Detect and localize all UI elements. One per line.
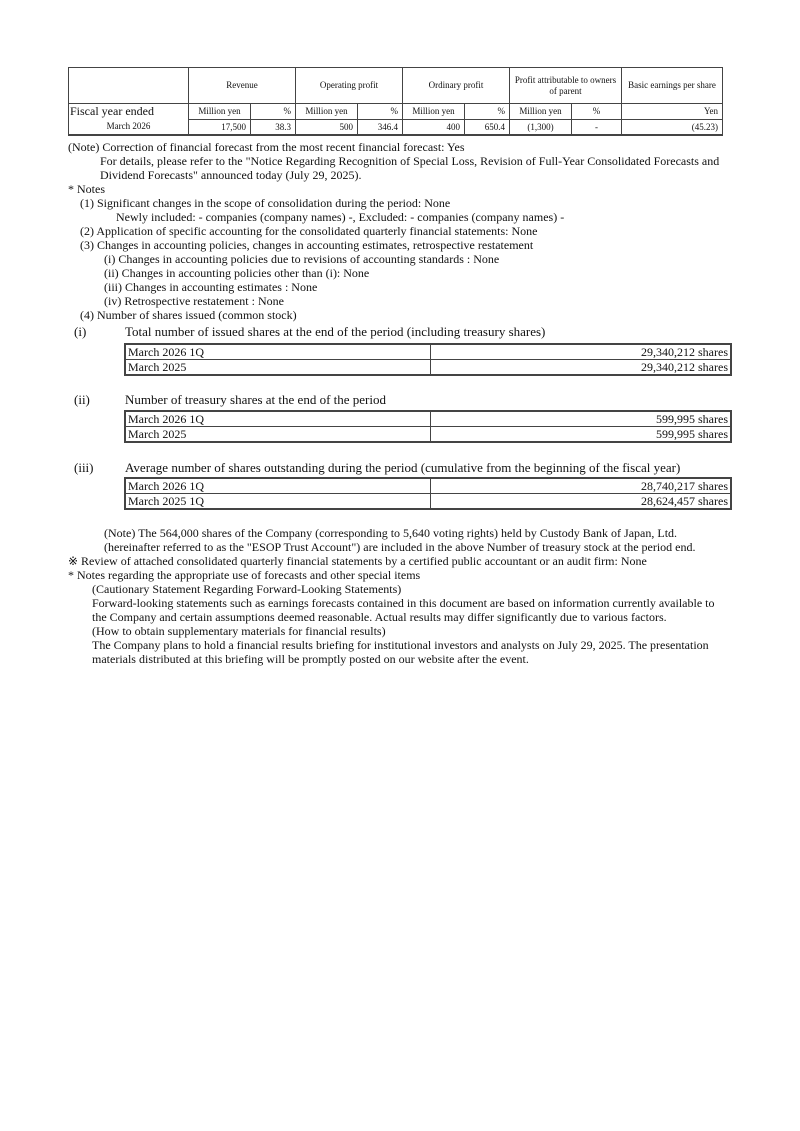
unit-cell: Million yen — [510, 104, 572, 120]
shares-section-i-title: Total number of issued shares at the end of the period (including treasury shares) — [125, 324, 546, 339]
forecast-notes-heading: * Notes regarding the appropriate use of forecasts and other special items — [68, 568, 421, 582]
average-shares-table — [124, 477, 732, 510]
value-cell: 346.4 — [358, 120, 403, 136]
note-3: (3) Changes in accounting policies, changes in accounting estimates, retrospective restatement — [80, 238, 534, 252]
unit-cell: Yen — [622, 104, 723, 120]
unit-cell: % — [572, 104, 622, 120]
value-cell: (45.23) — [622, 120, 723, 136]
unit-cell: Million yen — [296, 104, 358, 120]
forecast-header-operating-profit: Operating profit — [296, 68, 403, 104]
row-value: 599,995 shares — [431, 427, 732, 443]
cautionary-line-1: Forward-looking statements such as earnings forecasts contained in this document are based on information currently available to — [92, 596, 715, 610]
treasury-shares-table — [124, 410, 732, 443]
shares-section-iii-title: Average number of shares outstanding during the period (cumulative from the beginning of the fiscal year) — [125, 460, 681, 475]
forecast-period: March 2026 — [69, 120, 189, 136]
value-cell: - — [572, 120, 622, 136]
note-3-ii: (ii) Changes in accounting policies other than (i): None — [104, 266, 370, 280]
row-value: 28,740,217 shares — [431, 478, 732, 494]
value-cell: (1,300) — [510, 120, 572, 136]
esop-note-line-1: (Note) The 564,000 shares of the Company (corresponding to 5,640 voting rights) held by Custody Bank of Japan, Ltd. — [104, 526, 678, 540]
shares-section-iii-number: (iii) — [74, 460, 94, 475]
forecast-header-revenue: Revenue — [189, 68, 296, 104]
forecast-values-row — [69, 120, 723, 136]
forecast-units-row — [69, 104, 723, 120]
cautionary-line-2: the Company and certain assumptions deemed reasonable. Actual results may differ significantly due to various factors. — [92, 610, 667, 624]
note-3-i: (i) Changes in accounting policies due to revisions of accounting standards : None — [104, 252, 500, 266]
unit-cell: % — [465, 104, 510, 120]
row-label: March 2026 1Q — [125, 344, 431, 360]
issued-shares-table — [124, 343, 732, 376]
supplementary-line-2: materials distributed at this briefing will be promptly posted on our website after the event. — [92, 652, 529, 666]
note-3-iv: (iv) Retrospective restatement : None — [104, 294, 284, 308]
review-note: ※ Review of attached consolidated quarterly financial statements by a certified public accountant or an audit firm: None — [68, 554, 647, 568]
value-cell: 38.3 — [251, 120, 296, 136]
forecast-header-profit-attributable: Profit attributable to owners of parent — [510, 68, 622, 104]
forecast-header-row — [69, 68, 723, 104]
notes-heading: * Notes — [68, 182, 105, 196]
row-label: March 2026 1Q — [125, 478, 431, 494]
value-cell: 500 — [296, 120, 358, 136]
value-cell: 400 — [403, 120, 465, 136]
row-label: March 2025 — [125, 427, 431, 443]
unit-cell: Million yen — [189, 104, 251, 120]
table-row — [125, 360, 731, 376]
row-label: March 2025 — [125, 360, 431, 376]
unit-cell: Million yen — [403, 104, 465, 120]
note-1-sub: Newly included: - companies (company names) -, Excluded: - companies (company names) - — [116, 210, 565, 224]
table-row — [125, 427, 731, 443]
details-line-1: For details, please refer to the "Notice Regarding Recognition of Special Loss, Revision of Full-Year Consolidated Forecasts and — [100, 154, 720, 168]
forecast-correction-note: (Note) Correction of financial forecast from the most recent financial forecast: Yes — [68, 140, 465, 154]
supplementary-heading: (How to obtain supplementary materials for financial results) — [92, 624, 386, 638]
forecast-row-label: Fiscal year ended — [69, 104, 189, 120]
row-value: 599,995 shares — [431, 411, 732, 427]
supplementary-line-1: The Company plans to hold a financial results briefing for institutional investors and analysts on July 29, 2025. The presentation — [92, 638, 709, 652]
esop-note-line-2: (hereinafter referred to as the "ESOP Trust Account") are included in the above Number of treasury stock at the period end. — [104, 540, 696, 554]
unit-cell: % — [358, 104, 403, 120]
row-label: March 2026 1Q — [125, 411, 431, 427]
table-row — [125, 344, 731, 360]
cautionary-heading: (Cautionary Statement Regarding Forward-Looking Statements) — [92, 582, 402, 596]
note-3-iii: (iii) Changes in accounting estimates : None — [104, 280, 318, 294]
row-value: 29,340,212 shares — [431, 344, 732, 360]
shares-section-ii-title: Number of treasury shares at the end of the period — [125, 392, 386, 407]
forecast-header-eps: Basic earnings per share — [622, 68, 723, 104]
row-value: 28,624,457 shares — [431, 494, 732, 510]
unit-cell: % — [251, 104, 296, 120]
value-cell: 650.4 — [465, 120, 510, 136]
forecast-header-ordinary-profit: Ordinary profit — [403, 68, 510, 104]
shares-section-ii-number: (ii) — [74, 392, 90, 407]
forecast-header-blank — [69, 68, 189, 104]
value-cell: 17,500 — [189, 120, 251, 136]
note-1: (1) Significant changes in the scope of consolidation during the period: None — [80, 196, 451, 210]
note-4: (4) Number of shares issued (common stock) — [80, 308, 297, 322]
details-line-2: Dividend Forecasts" announced today (July 29, 2025). — [100, 168, 362, 182]
row-label: March 2025 1Q — [125, 494, 431, 510]
table-row — [125, 478, 731, 494]
row-value: 29,340,212 shares — [431, 360, 732, 376]
note-2: (2) Application of specific accounting for the consolidated quarterly financial statements: None — [80, 224, 538, 238]
forecast-table — [68, 67, 723, 136]
table-row — [125, 411, 731, 427]
shares-section-i-number: (i) — [74, 324, 87, 339]
table-row — [125, 494, 731, 510]
